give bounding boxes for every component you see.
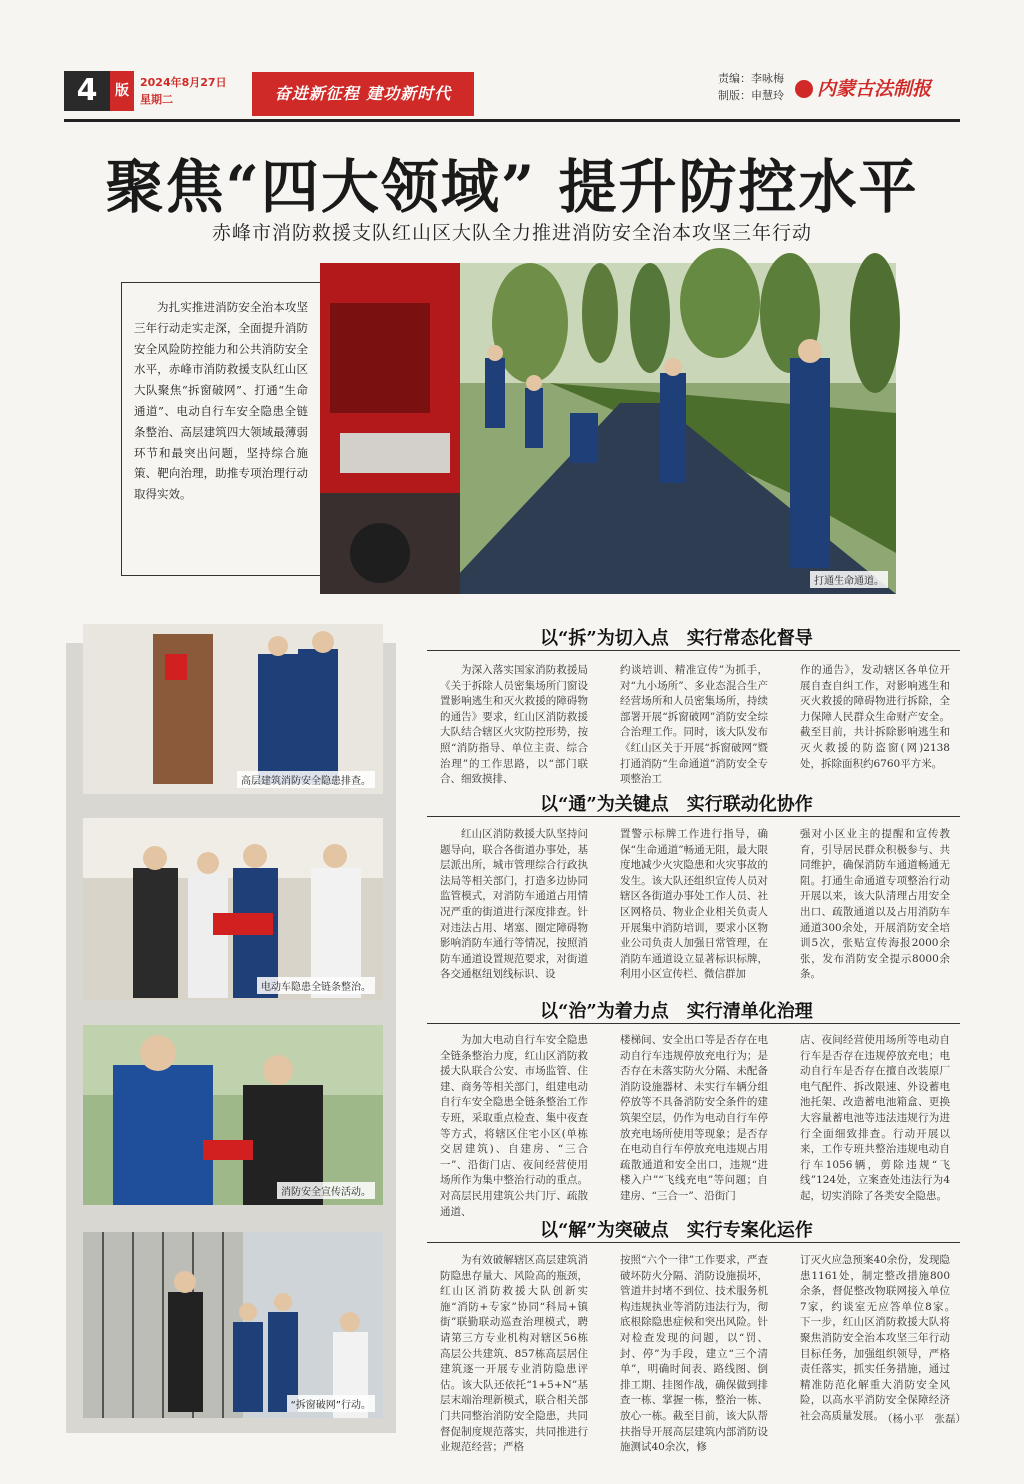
newspaper-logo <box>795 74 931 101</box>
section-4-text-3: 订灭火应急预案40余份，发现隐患1161处，制定整改措施800余条，督促整改物联网接入单位7家，约谈室无应答单位8家。 下一步，红山区消防救援大队将聚焦消防安全治本攻坚三年行动目标任务，加强组织领导，严格责任落实，抓实任务措施，通过精准防范化解重大消防安全风险，以高水平消防安全保障经济社会高质量发展。 <box>800 1254 961 1422</box>
section-3-col-3 <box>800 1033 950 1202</box>
section-4-col-1 <box>440 1253 588 1454</box>
main-photo-image <box>320 263 896 594</box>
photo-window-net-removal <box>83 1232 383 1418</box>
section-2-col-2 <box>620 827 768 981</box>
section-1-text-3: 作的通告》，发动辖区各单位开展自查自纠工作，对影响逃生和灭火救援的障碍物进行拆除，全力保障人民群众生命财产安全。截至目前，共计拆除影响逃生和灭火救援的防盗窗(网)2138处，拆除面积约6760平方米。 <box>800 664 950 770</box>
photo-caption-1: 高层建筑消防安全隐患排查。 <box>237 771 375 788</box>
section-3-text-1: 为加大电动自行车安全隐患全链条整治力度，红山区消防救援大队联合公安、市场监管、住建、商务等相关部门，组建电动自行车安全隐患全链条整治工作专班，采取重点检查、集中夜查等方式，将辖区住宅小区(单栋交居建筑)、自建房、“三合一”、沿街门店、夜间经营使用场所作为集中整治行动的重点。对高层民用建筑公共门厅、疏散通道、 <box>440 1034 588 1218</box>
main-photo <box>320 263 896 594</box>
section-2-text-1: 红山区消防救援大队坚持问题导向，联合各街道办事处，基层派出所，城市管理综合行政执法局等相关部门，打造多边协同监管模式，对消防车通道占用情况严重的街道进行深度排查。针对违法占用、堵塞、圈定障碍物影响消防车通行等情况，按照消防车通道设置规范要求，对街道各交通枢纽划线标识、设 <box>440 828 588 981</box>
section-4-text-2: 按照“六个一律”工作要求，严查破坏防火分隔、消防设施损坏，管道井封堵不到位、技术服务机构违规执业等消防违法行为，彻底根除隐患症候和突出风险。针对检查发现的问题，以“罚、封、停”为手段，建立“三个清单”，明确时间表、路线图、倒排工期、挂图作战，确保做到排查一栋、掌握一栋，整治一栋、放心一栋。截至目前，该大队帮扶指导开展高层建筑内部消防设施测试40余次，修 <box>620 1254 768 1454</box>
section-2-text-3: 强对小区业主的提醒和宣传教育，引导居民群众积极参与、共同维护，确保消防车通道畅通无阻。打通生命通道专项整治行动开展以来，该大队清理占用安全出口、疏散通道以及占用消防车通道300余处，开展消防安全培训5次，张贴宣传海报2000余张，发布消防安全提示8000余条。 <box>800 828 950 981</box>
section-3-rule <box>427 1023 960 1024</box>
article-title: 聚焦“四大领域” 提升防控水平 <box>105 153 919 221</box>
intro-text: 为扎实推进消防安全治本攻坚三年行动走实走深，全面提升消防安全风险防控能力和公共消防安全水平，赤峰市消防救援支队红山区大队聚焦“拆窗破网”、打通“生命通道”、电动自行车安全隐患全链条整治、高层建筑四大领域最薄弱环节和最突出问题，坚持综合施策、靶向治理，助推专项治理行动取得实效。 <box>134 300 308 502</box>
main-photo-caption: 打通生命通道。 <box>810 571 888 588</box>
photo-safety-publicity <box>83 1025 383 1205</box>
producer: 制版：申慧玲 <box>718 89 784 102</box>
photo-ebike-rectification-image <box>83 818 383 1000</box>
section-1-text-1: 为深入落实国家消防救援局《关于拆除人员密集场所门窗设置影响逃生和灭火救援的障碍物的通告》要求，红山区消防救援大队结合辖区火灾防控形势，按照“消防指导、单位主责、综合治理”的工作思路，以“部门联合、细致摸排、 <box>440 664 588 786</box>
section-2-text-2: 置警示标牌工作进行指导，确保“生命通道”畅通无阻，最大限度地减少火灾隐患和火灾事故的发生。该大队还组织宣传人员对辖区各街道办事处工作人员、社区网格员、物业企业相关负责人开展集中消防培训，要求小区物业公司负责人加强日常管理，在消防车通道设立显著标识标牌，利用小区宣传栏、微信群加 <box>620 828 768 981</box>
section-2-col-1 <box>440 827 588 981</box>
article-subtitle: 赤峰市消防救援支队红山区大队全力推进消防安全治本攻坚三年行动 <box>211 222 812 244</box>
section-1-heading: 以“拆”为切入点 实行常态化督导 <box>540 628 813 649</box>
photo-safety-publicity-image <box>83 1025 383 1205</box>
editor: 责编：李咏梅 <box>718 72 784 85</box>
newspaper-name: 内蒙古法制报 <box>817 78 932 100</box>
page-number: 4 <box>64 71 110 111</box>
section-4-text-1: 为有效破解辖区高层建筑消防隐患存量大、风险高的瓶颈，红山区消防救援大队创新实施“消防+专家”协同“科局+镇街”联勤联动巡查治理模式，聘请第三方专业机构对辖区56栋高层公共建筑、857栋高层居住建筑逐一开展专业消防隐患评估。该大队还依托“1+5+N”基层末端治理新模式，联合相关部门共同整治消防安全隐患，共同督促制度规范落实，共同推进行业规范经营；严格 <box>440 1254 588 1454</box>
section-3-col-1 <box>440 1033 588 1218</box>
section-2-col-3 <box>800 827 950 981</box>
editor-credits <box>718 70 784 104</box>
section-2-heading: 以“通”为关键点 实行联动化协作 <box>540 794 813 815</box>
section-1-rule <box>427 650 960 651</box>
photo-window-net-removal-image <box>83 1232 383 1418</box>
photo-caption-2: 电动车隐患全链条整治。 <box>257 977 375 994</box>
section-3-col-2 <box>620 1033 768 1202</box>
intro-box <box>121 282 323 576</box>
page-label: 版 <box>110 71 134 111</box>
photo-caption-3: 消防安全宣传活动。 <box>277 1182 375 1199</box>
section-3-heading: 以“治”为着力点 实行清单化治理 <box>540 1001 813 1022</box>
section-4-heading: 以“解”为突破点 实行专案化运作 <box>540 1220 813 1241</box>
issue-date: 2024年8月27日 <box>140 76 227 89</box>
header-rule <box>64 119 960 122</box>
section-4-rule <box>427 1242 960 1243</box>
photo-caption-4: “拆窗破网”行动。 <box>287 1395 375 1412</box>
issue-weekday: 星期二 <box>140 93 173 106</box>
issue-date-block <box>140 74 227 108</box>
section-3-text-2: 楼梯间、安全出口等是否存在电动自行车违规停放充电行为；是否存在未落实防火分隔、未配备消防设施器材、未实行车辆分组停放等不具备消防安全条件的建筑架空层，仍作为电动自行车停放充电场所使用等现象；是否存在电动自行车停放充电违规占用疏散通道和安全出口，违规“进楼入户”“飞线充电”等问题；自建房、“三合一”、沿街门 <box>620 1034 768 1202</box>
photo-highrise-inspection-image <box>83 624 383 794</box>
section-1-col-2 <box>620 663 768 786</box>
section-1-text-2: 约谈培训、精准宣传”为抓手，对“九小场所”、多业态混合生产经营场所和人员密集场所，持续部署开展“拆窗破网”消防安全综合治理工作。同时，该大队发布《红山区关于开展“拆窗破网”暨打通消防“生命通道”消防安全专项整治工 <box>620 664 768 786</box>
byline: （杨小平 张磊） <box>882 1413 966 1425</box>
section-4-col-2 <box>620 1253 768 1454</box>
photo-ebike-rectification <box>83 818 383 1000</box>
section-2-rule <box>427 816 960 817</box>
photo-highrise-inspection <box>83 624 383 794</box>
section-3-text-3: 店、夜间经营使用场所等电动自行车是否存在违规停放充电；电动自行车是否存在擅自改装原厂电气配件、拆改限速、外设蓄电池托架、改造蓄电池箱盒、更换大容量蓄电池等违法违规行为进行全面细致排查。行动开展以来，工作专班共整治违规电动自行车1056辆，剪除违规“飞线”124处，立案查处违法行为4起，切实消除了各类安全隐患。 <box>800 1034 950 1202</box>
section-1-col-1 <box>440 663 588 786</box>
newspaper-logo-icon <box>795 80 813 98</box>
section-slogan: 奋进新征程 建功新时代 <box>252 72 474 116</box>
section-1-col-3 <box>800 663 950 775</box>
